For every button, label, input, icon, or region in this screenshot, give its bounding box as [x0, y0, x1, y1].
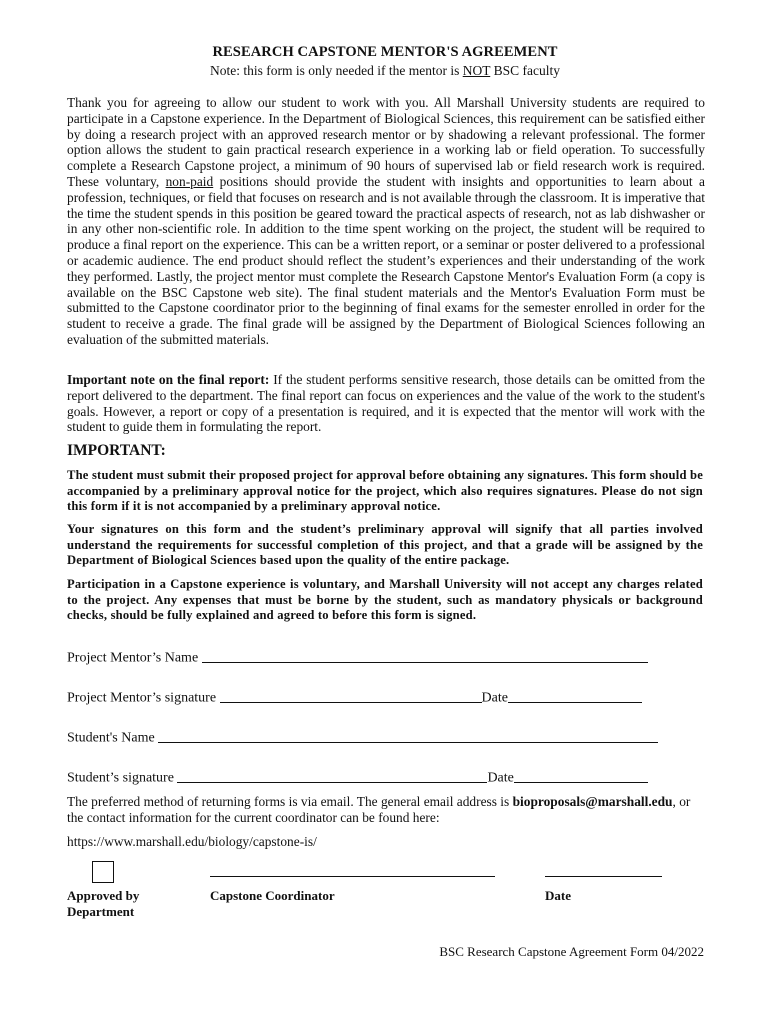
final-report-paragraph [67, 372, 705, 435]
approved-line-1: Approved by [67, 888, 140, 903]
student-date-label: Date [487, 770, 514, 786]
mentor-signature-row [67, 690, 642, 707]
coordinator-date-label: Date [545, 888, 571, 903]
return-instructions [67, 794, 703, 826]
mentor-date-field[interactable] [508, 690, 642, 703]
mentor-date-label: Date [481, 690, 508, 706]
return-text-1: The preferred method of returning forms is via email. The general email address is [67, 794, 513, 809]
capstone-coordinator-label: Capstone Coordinator [210, 888, 335, 903]
student-signature-row [67, 770, 648, 787]
subtitle-prefix: Note: this form is only needed if the mentor is [210, 63, 463, 78]
subtitle-not-emphasis: NOT [462, 63, 491, 78]
mentor-name-input[interactable] [202, 650, 648, 664]
mentor-signature-field[interactable] [220, 690, 482, 703]
mentor-signature-label: Project Mentor’s signature [67, 690, 217, 706]
return-email-link[interactable]: bioproposals@marshall.edu [512, 794, 673, 809]
coordinator-date-line[interactable] [545, 876, 662, 877]
form-subtitle [0, 63, 770, 79]
mentor-name-row [67, 650, 648, 667]
approved-checkbox[interactable] [92, 861, 114, 883]
important-heading: IMPORTANT: [67, 442, 166, 459]
intro-part2: positions should provide the student with insights and opportunities to learn about a profession, techniques, or field that focuses on research and is not available through the classroom. It is imperative that the time the student spends in this position be geared toward the practical aspects of research, not as lab dishwasher or in any other non-scientific role. In addition to the time spent working on the project, the student will be required to produce a final report on the experience. This can be a written report, or a seminar or poster delivered to a professional or academic audience. The end product should reflect the student’s experiences and their understanding of the work they performed. Lastly, the project mentor must complete the Research Capstone Mentor's Evaluation Form (a copy is available on the BSC Capstone web site). The final student materials and the Mentor's Evaluation Form must be submitted to the Capstone coordinator prior to the beginning of final exams for the semester enrolled in order for the student to receive a grade. The final grade will be assigned by the Department of Biological Sciences following an evaluation of the submitted materials. [67, 173, 706, 347]
student-name-label: Student's Name [67, 730, 155, 746]
form-title: RESEARCH CAPSTONE MENTOR'S AGREEMENT [212, 44, 558, 60]
mentor-name-field[interactable] [202, 650, 648, 663]
mentor-date-input[interactable] [508, 690, 642, 704]
intro-paragraph [67, 95, 705, 348]
coordinator-signature-line[interactable] [210, 876, 495, 877]
capstone-url-link[interactable]: https://www.marshall.edu/biology/capstone-is/ [67, 834, 317, 849]
important-paragraph-2: Your signatures on this form and the student’s preliminary approval will signify that all parties involved understand the requirements for successful completion of this project, and that a grade will be assigned by the Department of Biological Sciences based upon the quality of the entire package. [67, 522, 703, 568]
student-name-field[interactable] [158, 730, 658, 743]
important-paragraph-1: The student must submit their proposed project for approval before obtaining any signatures. This form should be accompanied by a preliminary approval notice for the project, which also requires signatures. Please do not sign this form if it is not accompanied by a preliminary approval notice. [67, 468, 703, 514]
approved-line-2: Department [67, 904, 135, 919]
intro-nonpaid-emphasis: non-paid [165, 173, 214, 189]
subtitle-suffix: BSC faculty [490, 63, 560, 78]
student-date-field[interactable] [514, 770, 648, 783]
student-signature-label: Student’s signature [67, 770, 174, 786]
return-text-2: , or the contact information for the current coordinator can be found here: [67, 794, 691, 825]
final-report-text: If the student performs sensitive research, those details can be omitted from the report delivered to the department. The final report can focus on experiences and the value of the work to the student's goals. However, a report or copy of a presentation is required, and it is expected that the mentor will work with the student to guide them in formulating the report. [67, 372, 705, 435]
important-paragraph-3: Participation in a Capstone experience is voluntary, and Marshall University will not accept any charges related to the project. Any expenses that must be borne by the student, such as mandatory physicals or background checks, should be fully explained and agreed to before this form is signed. [67, 577, 703, 623]
intro-part1: Thank you for agreeing to allow our student to work with you. All Marshall University students are required to participate in a Capstone experience. In the Department of Biological Sciences, this requirement can be satisfied either by doing a research project with an approved research mentor or by shadowing a relevant professional. The former option allows the student to gain practical research experience in a working lab or field operation. To successfully complete a Research Capstone project, a minimum of 90 hours of supervised lab or field research work is required. These voluntary, [67, 95, 705, 189]
student-name-row [67, 730, 658, 747]
final-report-lead: Important note on the final report: [67, 372, 270, 387]
form-footer: BSC Research Capstone Agreement Form 04/2022 [439, 944, 704, 959]
student-signature-input[interactable] [177, 770, 487, 784]
mentor-signature-input[interactable] [220, 690, 482, 704]
student-signature-field[interactable] [177, 770, 487, 783]
student-name-input[interactable] [158, 730, 658, 744]
mentor-name-label: Project Mentor’s Name [67, 650, 199, 666]
student-date-input[interactable] [514, 770, 648, 784]
approved-by-department-label [67, 888, 139, 920]
